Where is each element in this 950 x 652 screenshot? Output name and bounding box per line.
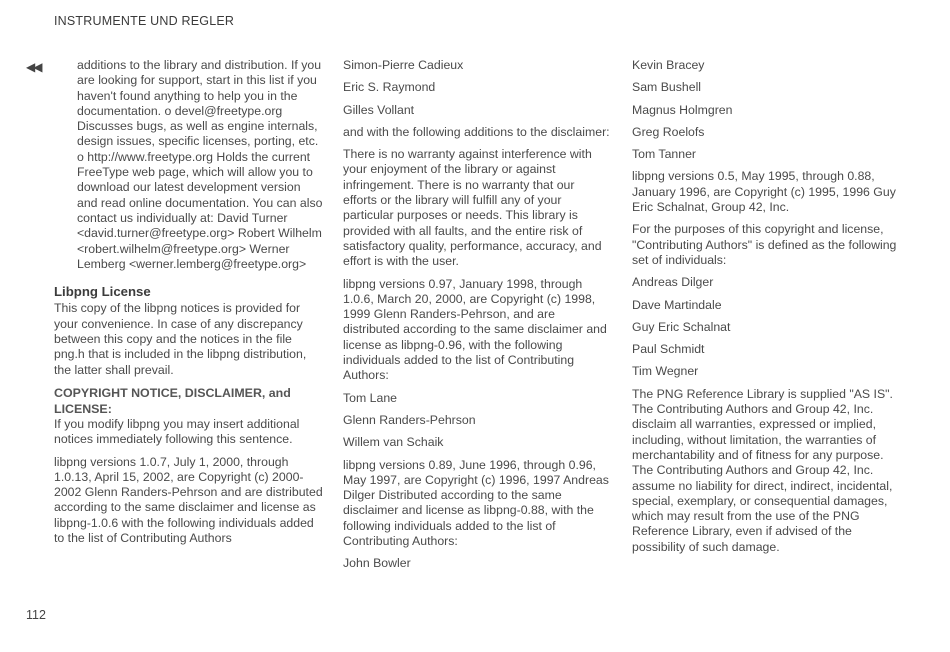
page-header-title: INSTRUMENTE UND REGLER (54, 14, 235, 28)
contributor-name: Willem van Schaik (343, 435, 444, 450)
contributor-name: Tim Wegner (632, 364, 699, 379)
libpng-versions-089-paragraph: libpng versions 0.89, June 1996, through 0.96, May 1997, are Copyright (c) 1996, 1997 Andreas Dilger Distributed according to the same disclaimer and license as libpng-0.88, with the following individuals added to the list of Contributing Authors: (343, 457, 609, 549)
contributor-name: Guy Eric Schalnat (632, 319, 731, 334)
text-column-3 (632, 58, 902, 562)
contributing-authors-definition-paragraph: For the purposes of this copyright and license, "Contributing Authors" is defined as the following set of individuals: (632, 222, 897, 267)
text-column-1 (54, 58, 324, 553)
contributor-name: Eric S. Raymond (343, 80, 436, 95)
continued-from-previous-icon: ◀◀ (26, 60, 41, 74)
contributor-name: Tom Tanner (632, 147, 697, 162)
contributor-name: Dave Martindale (632, 297, 722, 312)
libpng-versions-097-paragraph: libpng versions 0.97, January 1998, through 1.0.6, March 20, 2000, are Copyright (c) 1998, 1999 Glenn Randers-Pehrson, and are distributed according to the same disclaimer and license as libpng-0.96, with the following individuals added to the list of Contributing Authors: (343, 276, 607, 383)
contributor-name: Kevin Bracey (632, 58, 705, 72)
contributor-name: Sam Bushell (632, 80, 702, 95)
libpng-license-paragraph: This copy of the libpng notices is provided for your convenience. In case of any discrepancy between this copy and the notices in the file png.h that is included in the libpng distribution, the latter shall prevail. (54, 301, 307, 377)
freetype-contact-paragraph: additions to the library and distribution. If you are looking for support, start in this list if you haven't found anything to help you in the documentation. o devel@freetype.org Discusses bugs, as well as engine internals, design issues, specific licenses, porting, etc. o http://www.freetype.org Holds the current FreeType web page, which will allow you to download our latest development version and read online documentation. You can also contact us individually at: David Turner <david.turner@freetype.org> Robert Wilhelm <robert.wilhelm@freetype.org> Werner Lemberg <werner.lemberg@freetype.org> (77, 58, 323, 271)
contributor-name: Paul Schmidt (632, 342, 705, 357)
disclaimer-additions-paragraph: and with the following additions to the disclaimer: (343, 124, 610, 139)
contributor-name: John Bowler (343, 556, 411, 571)
libpng-versions-107-paragraph: libpng versions 1.0.7, July 1, 2000, through 1.0.13, April 15, 2002, are Copyright (c) 2000-2002 Glenn Randers-Pehrson and are distributed according to the same disclaimer and license as libpng-1.0.6 with the following individuals added to the list of Contributing Authors (54, 454, 323, 546)
libpng-license-heading: Libpng License (54, 284, 151, 300)
contributor-name: Magnus Holmgren (632, 102, 733, 117)
contributor-name: Tom Lane (343, 390, 398, 405)
text-column-2 (343, 58, 611, 579)
copyright-notice-heading: COPYRIGHT NOTICE, DISCLAIMER, and LICENSE: (54, 385, 291, 416)
warranty-paragraph: There is no warranty against interference with your enjoyment of the library or against infringement. There is no warranty that our efforts or the library will fulfill any of your particular purposes or needs. This library is provided with all faults, and the entire risk of satisfactory quality, performance, accuracy, and effort is with the user. (343, 147, 602, 269)
contributor-name: Andreas Dilger (632, 275, 714, 290)
page-number: 112 (26, 608, 46, 622)
copyright-notice-paragraph: If you modify libpng you may insert additional notices immediately following this sentence. (54, 416, 300, 447)
contributor-name: Gilles Vollant (343, 102, 415, 117)
contributor-name: Simon-Pierre Cadieux (343, 58, 464, 72)
as-is-disclaimer-paragraph: The PNG Reference Library is supplied "AS IS". The Contributing Authors and Group 42, Inc. disclaim all warranties, expressed or implied, including, without limitation, the warranties of merchantability and of fitness for any purpose. The Contributing Authors and Group 42, Inc. assume no liability for direct, indirect, incidental, special, exemplary, or consequential damages, which may result from the use of the PNG Reference Library, even if advised of the possibility of such damage. (632, 386, 893, 554)
libpng-versions-05-paragraph: libpng versions 0.5, May 1995, through 0.88, January 1996, are Copyright (c) 1995, 1996 Guy Eric Schalnat, Group 42, Inc. (632, 169, 896, 215)
contributor-name: Glenn Randers-Pehrson (343, 412, 476, 427)
contributor-name: Greg Roelofs (632, 124, 705, 139)
